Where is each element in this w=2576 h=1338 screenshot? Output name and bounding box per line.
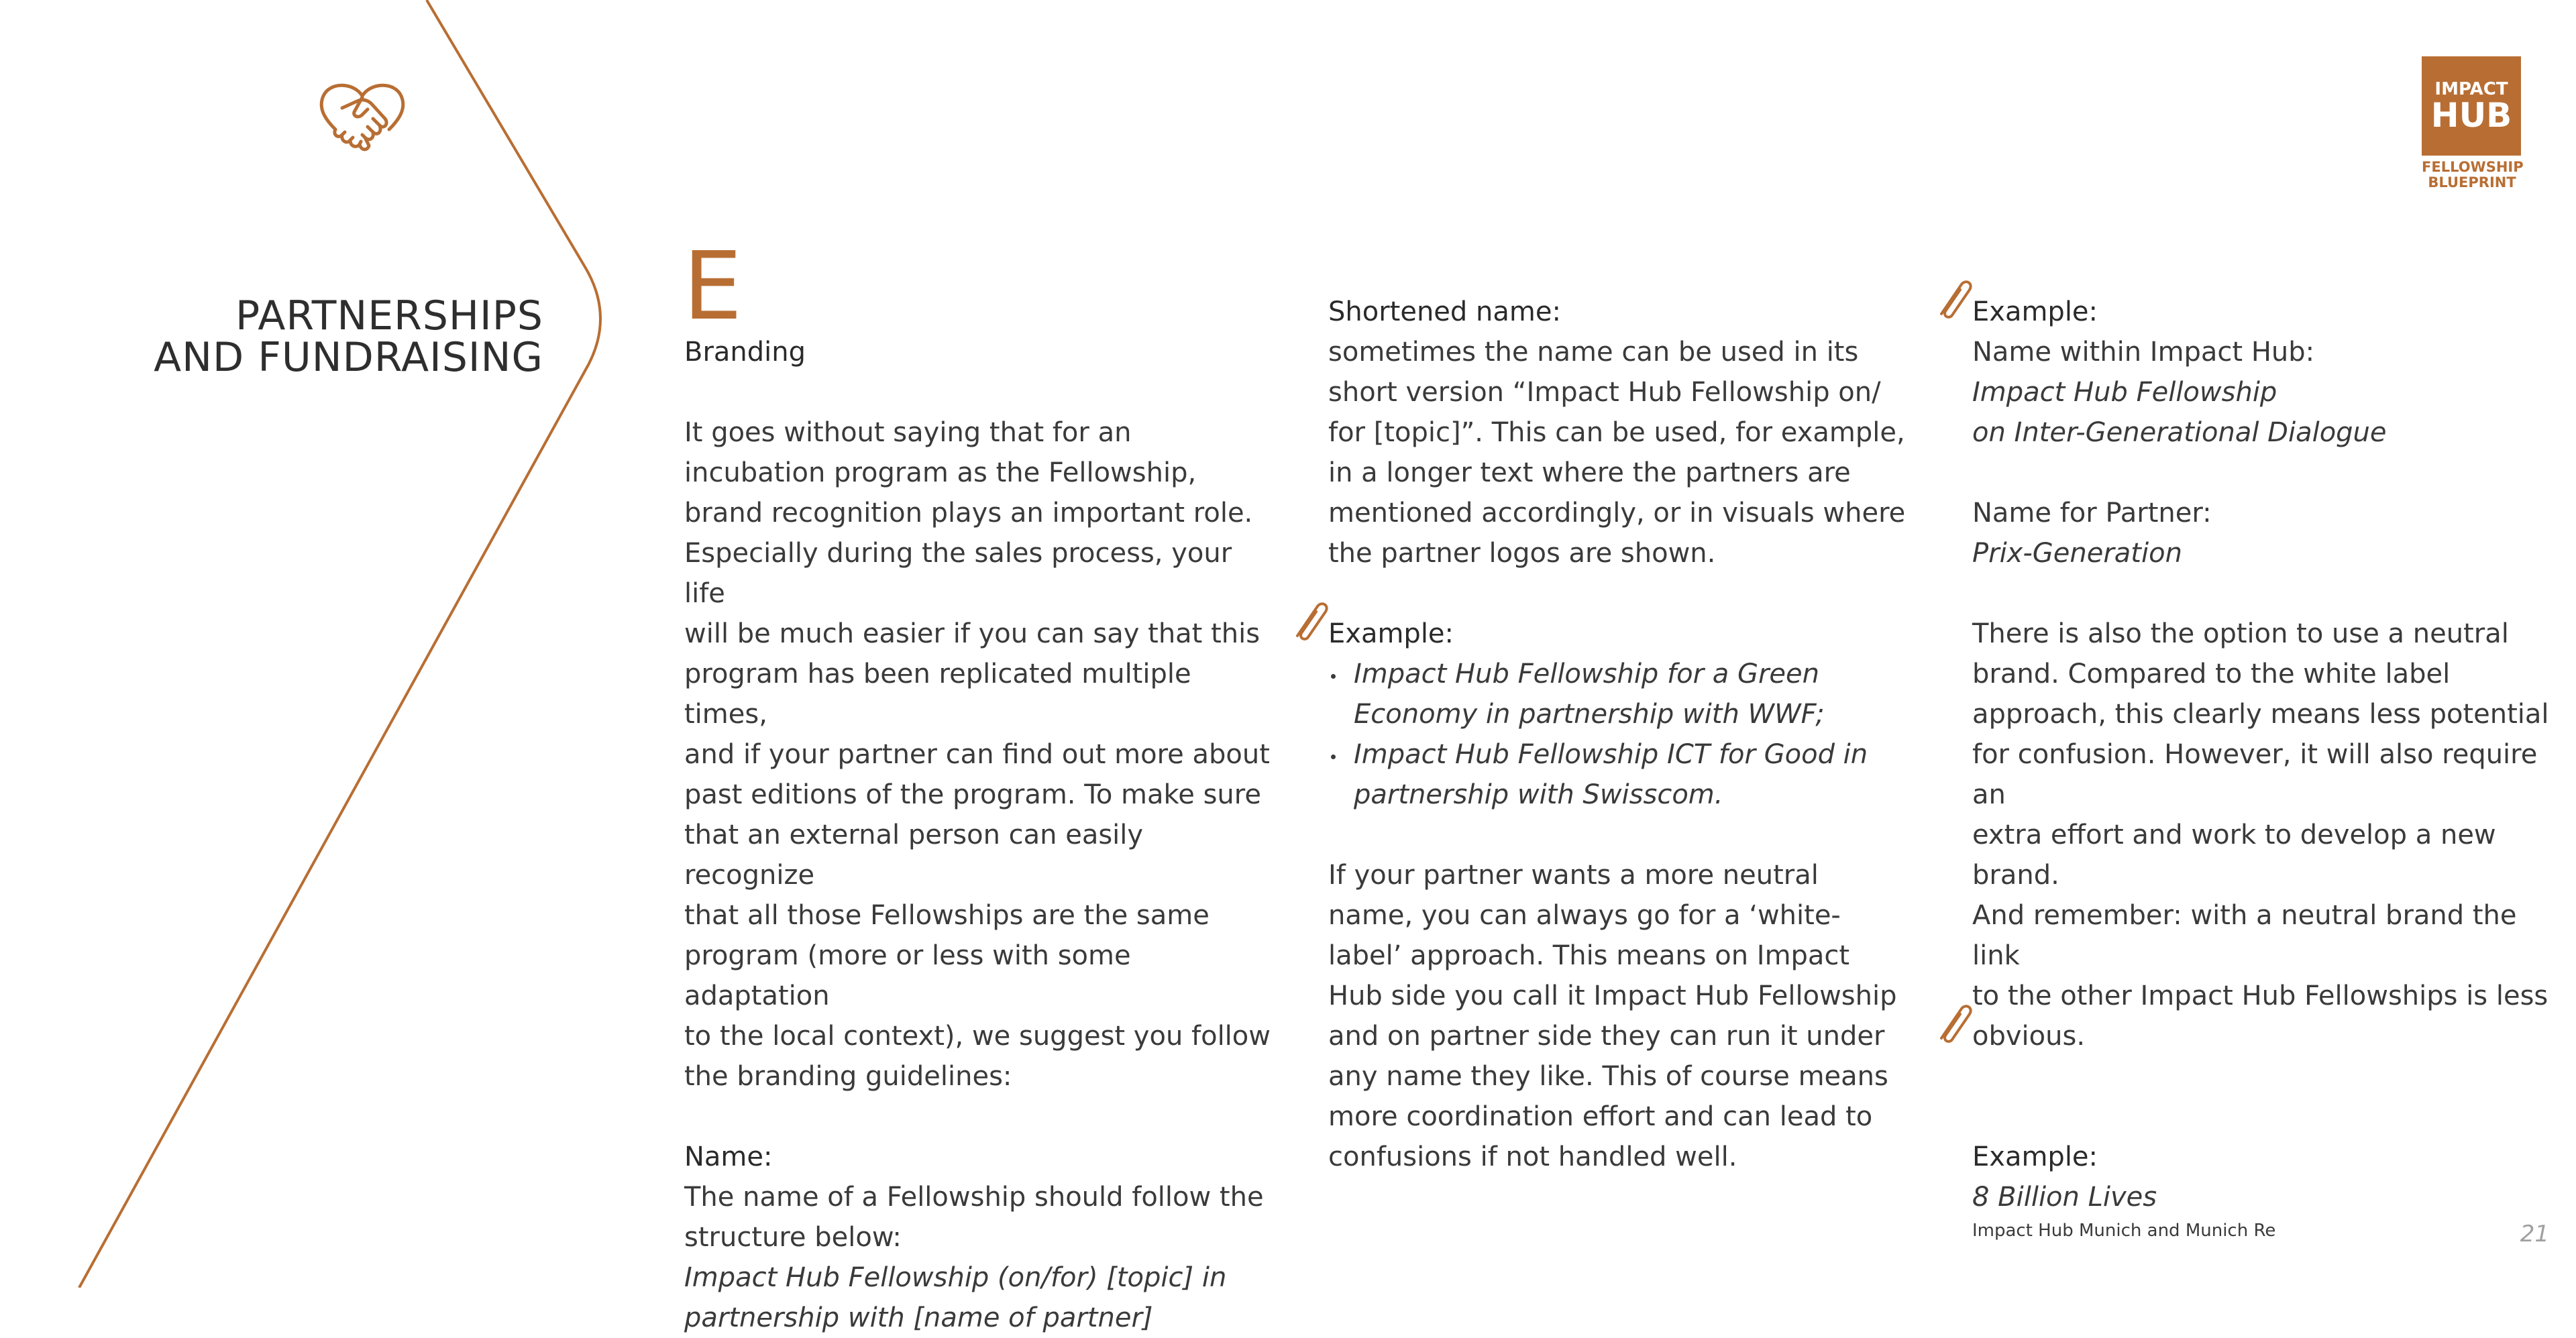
intro-line: Especially during the sales process, your life [684,538,1232,609]
section-letter: E [683,232,743,341]
list-item-line: Impact Hub Fellowship ICT for Good in [1354,739,1868,770]
intro-line: and if your partner can find out more about [684,739,1270,770]
neutral-text-line: and on partner side they can run it under [1328,1021,1885,1052]
intro-line: past editions of the program. To make sure [684,779,1261,810]
logo-text-impact: IMPACT [2434,79,2508,99]
neutral-brand-line: to the other Impact Hub Fellowships is less [1972,981,2548,1011]
paperclip-icon [1932,275,1975,323]
handshake-heart-icon [315,77,409,164]
name-text-line: structure below: [684,1222,902,1253]
example-heading: Example: [1328,618,1454,649]
list-item-line: partnership with Swisscom. [1354,779,1723,810]
list-item [1328,734,1919,815]
name-within-value: on Inter-Generational Dialogue [1972,417,2387,448]
neutral-brand-line: And remember: with a neutral brand the link [1972,900,2517,971]
neutral-brand-line: extra effort and work to develop a new brand. [1972,820,2496,891]
neutral-brand-line: approach, this clearly means less potential [1972,699,2549,730]
paperclip-icon [1288,597,1331,645]
shortened-text-line: in a longer text where the partners are [1328,457,1851,488]
intro-line: will be much easier if you can say that this [684,618,1260,649]
intro-line: that all those Fellowships are the same [684,900,1210,931]
neutral-text-line: more coordination effort and can lead to [1328,1101,1873,1132]
shortened-text-line: short version “Impact Hub Fellowship on/ [1328,377,1881,408]
section-title [67,292,543,381]
list-item-line: Economy in partnership with WWF; [1354,699,1825,730]
intro-line: program (more or less with some adaptation [684,940,1131,1011]
example-heading: Example: [1972,296,2098,327]
neutral-text-line: Hub side you call it Impact Hub Fellowship [1328,981,1897,1011]
name-within-value: Impact Hub Fellowship [1972,377,2277,408]
section-title-line2: AND FUNDRAISING [154,334,543,381]
shortened-text-line: the partner logos are shown. [1328,538,1716,569]
neutral-brand-line: for confusion. However, it will also require an [1972,739,2538,810]
name-within-label: Name within Impact Hub: [1972,337,2315,368]
intro-line: the branding guidelines: [684,1061,1012,1092]
column-examples [1972,292,2563,1244]
partner-name-label: Name for Partner: [1972,498,2212,528]
example-list [1328,654,1919,815]
paperclip-icon [1932,999,1975,1048]
impact-hub-logo [2422,56,2522,190]
neutral-brand-line: There is also the option to use a neutral [1972,618,2509,649]
intro-line: It goes without saying that for an [684,417,1132,448]
page-number: 21 [2520,1221,2549,1247]
logo-text-hub: HUB [2430,96,2512,135]
intro-line: to the local context), we suggest you follow [684,1021,1271,1052]
neutral-text-line: If your partner wants a more neutral [1328,860,1819,891]
intro-line: that an external person can easily recognize [684,820,1144,891]
name-structure-line: partnership with [name of partner] [684,1302,1153,1333]
neutral-brand-line: obvious. [1972,1021,2086,1052]
branding-heading: Branding [684,337,806,368]
intro-line: program has been replicated multiple times, [684,659,1191,730]
shortened-text-line: for [topic]”. This can be used, for example, [1328,417,1905,448]
column-shortened-name [1328,292,1919,1177]
logo-text-fellowship: FELLOWSHIP [2422,159,2524,175]
intro-line: incubation program as the Fellowship, [684,457,1197,488]
shortened-text-line: sometimes the name can be used in its [1328,337,1859,368]
partner-name-value: Prix-Generation [1972,538,2182,569]
neutral-text-line: confusions if not handled well. [1328,1141,1737,1172]
list-item [1328,654,1919,734]
neutral-brand-line: brand. Compared to the white label [1972,659,2451,689]
name-text-line: The name of a Fellowship should follow the [684,1182,1264,1213]
name-heading: Name: [684,1141,773,1172]
example-value: 8 Billion Lives [1972,1182,2157,1213]
decorative-diagonal-line [0,0,671,1288]
shortened-text-line: mentioned accordingly, or in visuals where [1328,498,1906,528]
logo-text-blueprint: BLUEPRINT [2428,174,2516,190]
name-structure-line: Impact Hub Fellowship (on/for) [topic] in [684,1262,1227,1293]
intro-line: brand recognition plays an important role. [684,498,1253,528]
section-title-line1: PARTNERSHIPS [235,292,543,339]
list-item-line: Impact Hub Fellowship for a Green [1354,659,1819,689]
example-caption: Impact Hub Munich and Munich Re [1972,1221,2276,1241]
neutral-text-line: name, you can always go for a ‘white- [1328,900,1841,931]
example-heading: Example: [1972,1141,2098,1172]
neutral-text-line: any name they like. This of course means [1328,1061,1888,1092]
neutral-text-line: label’ approach. This means on Impact [1328,940,1850,971]
column-branding [684,332,1275,1338]
shortened-name-heading: Shortened name: [1328,296,1561,327]
